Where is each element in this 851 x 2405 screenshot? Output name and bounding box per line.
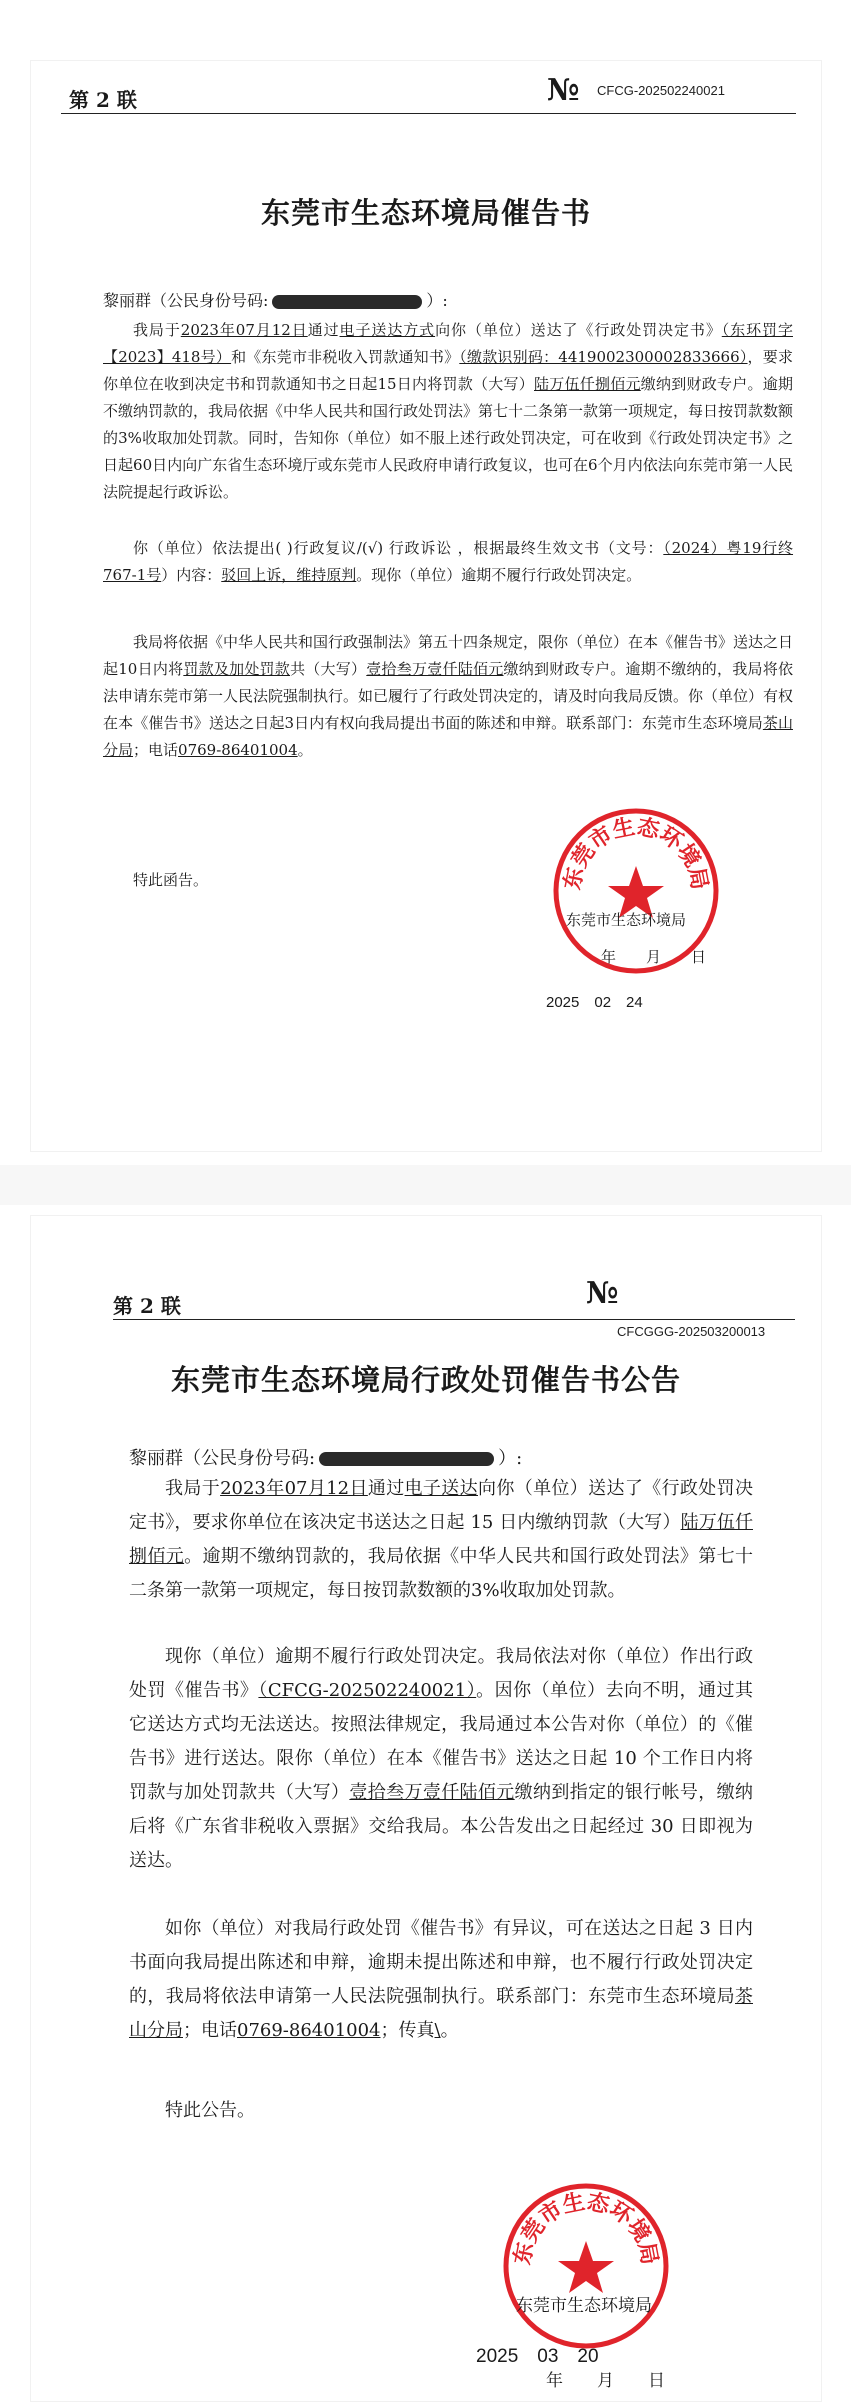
signing-date-label: 年 月 日 <box>601 948 707 966</box>
seal-text: 东莞市生态环境局 <box>509 2188 663 2267</box>
issue-date: 2025 03 20 <box>476 2346 599 2367</box>
redaction-bar <box>319 1452 494 1466</box>
notice-paragraph-2: 你（单位）依法提出( )行政复议/(√) 行政诉讼 ，根据最终生效文书（文号：（2024）粤19行终767-1号）内容：驳回上诉，维持原判。现你（单位）逾期不履行行政处罚决定。 <box>103 539 794 584</box>
signing-date-label: 年 月 日 <box>546 2371 665 2391</box>
closing-text: 特此函告。 <box>133 871 209 889</box>
copy-label: 第 2 联 <box>69 88 137 112</box>
official-seal-icon <box>501 2181 671 2351</box>
header-rule <box>113 1319 795 1320</box>
serial-number: CFCG-202502240021 <box>597 83 725 98</box>
announcement-page <box>30 1215 822 2402</box>
signing-org: 东莞市生态环境局 <box>516 2296 652 2316</box>
page-gap <box>0 1165 851 1205</box>
notice-paragraph-1: 我局于2023年07月12日通过电子送达方式向你（单位）送达了《行政处罚决定书》（东环罚字【2023】418号）和《东莞市非税收入罚款通知书》（缴款识别码：4419002300002833666），要求你单位在收到决定书和罚款通知书之日起15日内将罚款（大写）陆万伍仟捌佰元缴纳到财政专户。逾期不缴纳罚款的，我局依据《中华人民共和国行政处罚法》第七十二条第一款第一项规定，每日按罚款数额的3%收取加处罚款。同时，告知你（单位）如不服上述行政处罚决定，可在收到《行政处罚决定书》之日起60日内向广东省生态环境厅或东莞市人民政府申请行政复议，也可在6个月内依法向东莞市第一人民法院提起行政诉讼。 <box>103 321 794 501</box>
header-rule <box>61 113 796 114</box>
notice-title: 东莞市生态环境局催告书 <box>260 196 591 230</box>
signing-org: 东莞市生态环境局 <box>566 911 687 929</box>
seal-star <box>558 2241 614 2293</box>
copy-label: 第 2 联 <box>113 1294 181 1318</box>
redaction-bar <box>272 295 422 309</box>
recipient-line <box>129 1444 522 1470</box>
announcement-paragraph-2: 现你（单位）逾期不履行行政处罚决定。我局依法对你（单位）作出行政处罚《催告书》（CFCG-202502240021）。因你（单位）去向不明，通过其它送达方式均无法送达。按照法律规定，我局通过本公告对你（单位）的《催告书》进行送达。限你（单位）在本《催告书》送达之日起 10 个工作日内将罚款与加处罚款共（大写）壹拾叁万壹仟陆佰元缴纳到指定的银行帐号，缴纳后将《广东省非税收入票据》交给我局。本公告发出之日起经过 30 日即视为送达。 <box>129 1646 754 1871</box>
seal-text: 东莞市生态环境局 <box>559 813 713 892</box>
issue-date: 2025 02 24 <box>546 994 643 1011</box>
announcement-title: 东莞市生态环境局行政处罚催告书公告 <box>170 1363 681 1397</box>
number-mark: № <box>547 73 580 108</box>
recipient-prefix: 黎丽群（公民身份号码: <box>103 291 269 310</box>
notice-paragraph-3: 我局将依据《中华人民共和国行政强制法》第五十四条规定，限你（单位）在本《催告书》送达之日起10日内将罚款及加处罚款共（大写）壹拾叁万壹仟陆佰元缴纳到财政专户。逾期不缴纳的，我局将依法申请东莞市第一人民法院强制执行。如已履行了行政处罚决定的，请及时向我局反馈。你（单位）有权在本《催告书》送达之日起3日内有权向我局提出书面的陈述和申辩。联系部门：东莞市生态环境局茶山分局；电话0769-86401004。 <box>103 633 794 759</box>
number-mark: № <box>586 1276 619 1311</box>
serial-number: CFCGGG-202503200013 <box>617 1324 766 1339</box>
closing-text: 特此公告。 <box>165 2100 255 2121</box>
recipient-line <box>103 288 448 311</box>
recipient-suffix: ）: <box>426 291 448 310</box>
recipient-suffix: ）: <box>498 1448 523 1469</box>
recipient-prefix: 黎丽群（公民身份号码: <box>129 1448 316 1469</box>
notice-page <box>30 60 822 1152</box>
announcement-paragraph-1: 我局于2023年07月12日通过电子送达向你（单位）送达了《行政处罚决定书》，要求你单位在该决定书送达之日起 15 日内缴纳罚款（大写）陆万伍仟捌佰元。逾期不缴纳罚款的，我局依据《中华人民共和国行政处罚法》第七十二条第一款第一项规定，每日按罚款数额的3%收取加处罚款。 <box>129 1478 754 1601</box>
announcement-paragraph-3: 如你（单位）对我局行政处罚《催告书》有异议，可在送达之日起 3 日内书面向我局提出陈述和申辩，逾期未提出陈述和申辩，也不履行行政处罚决定的，我局将依法申请第一人民法院强制执行。联系部门：东莞市生态环境局茶山分局；电话0769-86401004；传真\。 <box>129 1918 753 2041</box>
